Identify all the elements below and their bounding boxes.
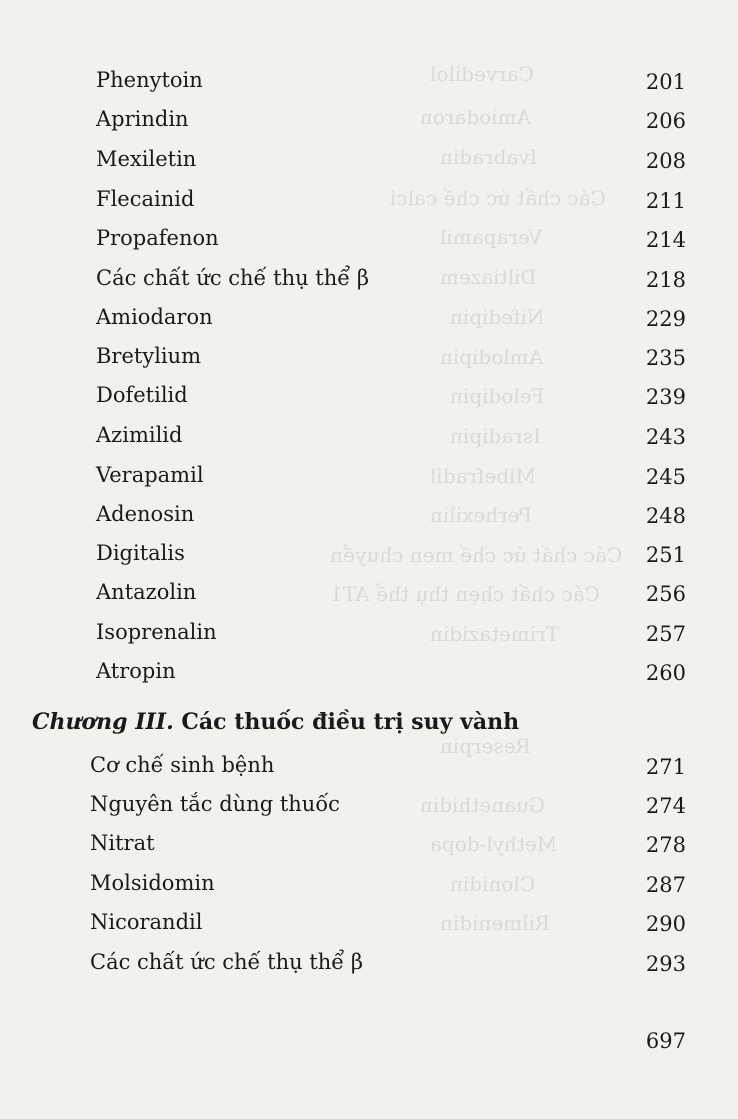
entry-title: Atropin bbox=[96, 659, 176, 683]
toc-entry[interactable] bbox=[0, 536, 738, 570]
toc-entry[interactable] bbox=[0, 787, 738, 821]
toc-entry[interactable] bbox=[0, 142, 738, 176]
toc-entry[interactable] bbox=[0, 654, 738, 688]
entry-title: Nguyên tắc dùng thuốc bbox=[90, 792, 340, 816]
entry-title: Verapamil bbox=[96, 463, 204, 487]
entry-page-number: 290 bbox=[645, 912, 686, 936]
chapter-label: Chương III. bbox=[32, 709, 174, 735]
toc-entry[interactable] bbox=[0, 221, 738, 255]
entry-page-number: 287 bbox=[645, 873, 686, 897]
page-number: 697 bbox=[645, 1029, 686, 1053]
entry-page-number: 218 bbox=[645, 268, 686, 292]
entry-page-number: 260 bbox=[645, 661, 686, 685]
entry-title: Các chất ức chế thụ thể β bbox=[96, 266, 369, 290]
toc-entry[interactable] bbox=[0, 575, 738, 609]
entry-page-number: 214 bbox=[645, 228, 686, 252]
entry-page-number: 256 bbox=[645, 582, 686, 606]
entry-page-number: 274 bbox=[645, 794, 686, 818]
entry-title: Nitrat bbox=[90, 831, 155, 855]
entry-page-number: 211 bbox=[645, 189, 686, 213]
entry-page-number: 206 bbox=[645, 109, 686, 133]
toc-entry[interactable] bbox=[0, 826, 738, 860]
toc-entry[interactable] bbox=[0, 748, 738, 782]
chapter-title: Các thuốc điều trị suy vành bbox=[173, 709, 520, 735]
entry-title: Bretylium bbox=[96, 344, 202, 368]
entry-page-number: 293 bbox=[645, 952, 686, 976]
toc-entry[interactable] bbox=[0, 261, 738, 295]
chapter-3-heading[interactable] bbox=[32, 704, 519, 740]
toc-entry[interactable] bbox=[0, 102, 738, 136]
entry-page-number: 278 bbox=[645, 833, 686, 857]
entry-page-number: 245 bbox=[645, 465, 686, 489]
toc-entry[interactable] bbox=[0, 497, 738, 531]
entry-title: Antazolin bbox=[96, 580, 197, 604]
toc-entry[interactable] bbox=[0, 418, 738, 452]
entry-page-number: 243 bbox=[645, 425, 686, 449]
entry-title: Amiodaron bbox=[96, 305, 213, 329]
entry-title: Propafenon bbox=[96, 226, 219, 250]
toc-entry[interactable] bbox=[0, 458, 738, 492]
entry-title: Phenytoin bbox=[96, 68, 203, 92]
toc-entry[interactable] bbox=[0, 905, 738, 939]
toc-entry[interactable] bbox=[0, 300, 738, 334]
entry-page-number: 251 bbox=[645, 543, 686, 567]
entry-page-number: 271 bbox=[645, 755, 686, 779]
toc-entry[interactable] bbox=[0, 63, 738, 97]
entry-page-number: 257 bbox=[645, 622, 686, 646]
entry-title: Molsidomin bbox=[90, 871, 215, 895]
toc-entry[interactable] bbox=[0, 378, 738, 412]
entry-title: Isoprenalin bbox=[96, 620, 217, 644]
toc-entry[interactable] bbox=[0, 945, 738, 979]
entry-page-number: 208 bbox=[645, 149, 686, 173]
entry-page-number: 229 bbox=[645, 307, 686, 331]
toc-entry[interactable] bbox=[0, 615, 738, 649]
entry-page-number: 239 bbox=[645, 385, 686, 409]
entry-title: Mexiletin bbox=[96, 147, 197, 171]
bleed-through-background: Carvedilol Amiodaron Ivabradin Các chất ức chế calci Verapamil Diltiazem Nifedipin Amlodipin Felodipin Isradipin Mibefradil Perhexilin Các chất ức chế men chuyển Các chất chẹn thụ thể AT1 Trimetazidin Reserpin Guanethidin Methyl-dopa Clonidin Rilmenidin bbox=[330, 62, 623, 935]
entry-title: Flecainid bbox=[96, 187, 195, 211]
toc-entry[interactable] bbox=[0, 182, 738, 216]
entry-title: Azimilid bbox=[96, 423, 183, 447]
entry-title: Các chất ức chế thụ thể β bbox=[90, 950, 363, 974]
entry-title: Dofetilid bbox=[96, 383, 188, 407]
entry-page-number: 235 bbox=[645, 346, 686, 370]
toc-entry[interactable] bbox=[0, 339, 738, 373]
toc-entry[interactable] bbox=[0, 866, 738, 900]
entry-title: Adenosin bbox=[96, 502, 195, 526]
entry-title: Nicorandil bbox=[90, 910, 203, 934]
entry-title: Aprindin bbox=[96, 107, 189, 131]
entry-title: Cơ chế sinh bệnh bbox=[90, 753, 275, 777]
entry-page-number: 248 bbox=[645, 504, 686, 528]
entry-page-number: 201 bbox=[645, 70, 686, 94]
entry-title: Digitalis bbox=[96, 541, 185, 565]
